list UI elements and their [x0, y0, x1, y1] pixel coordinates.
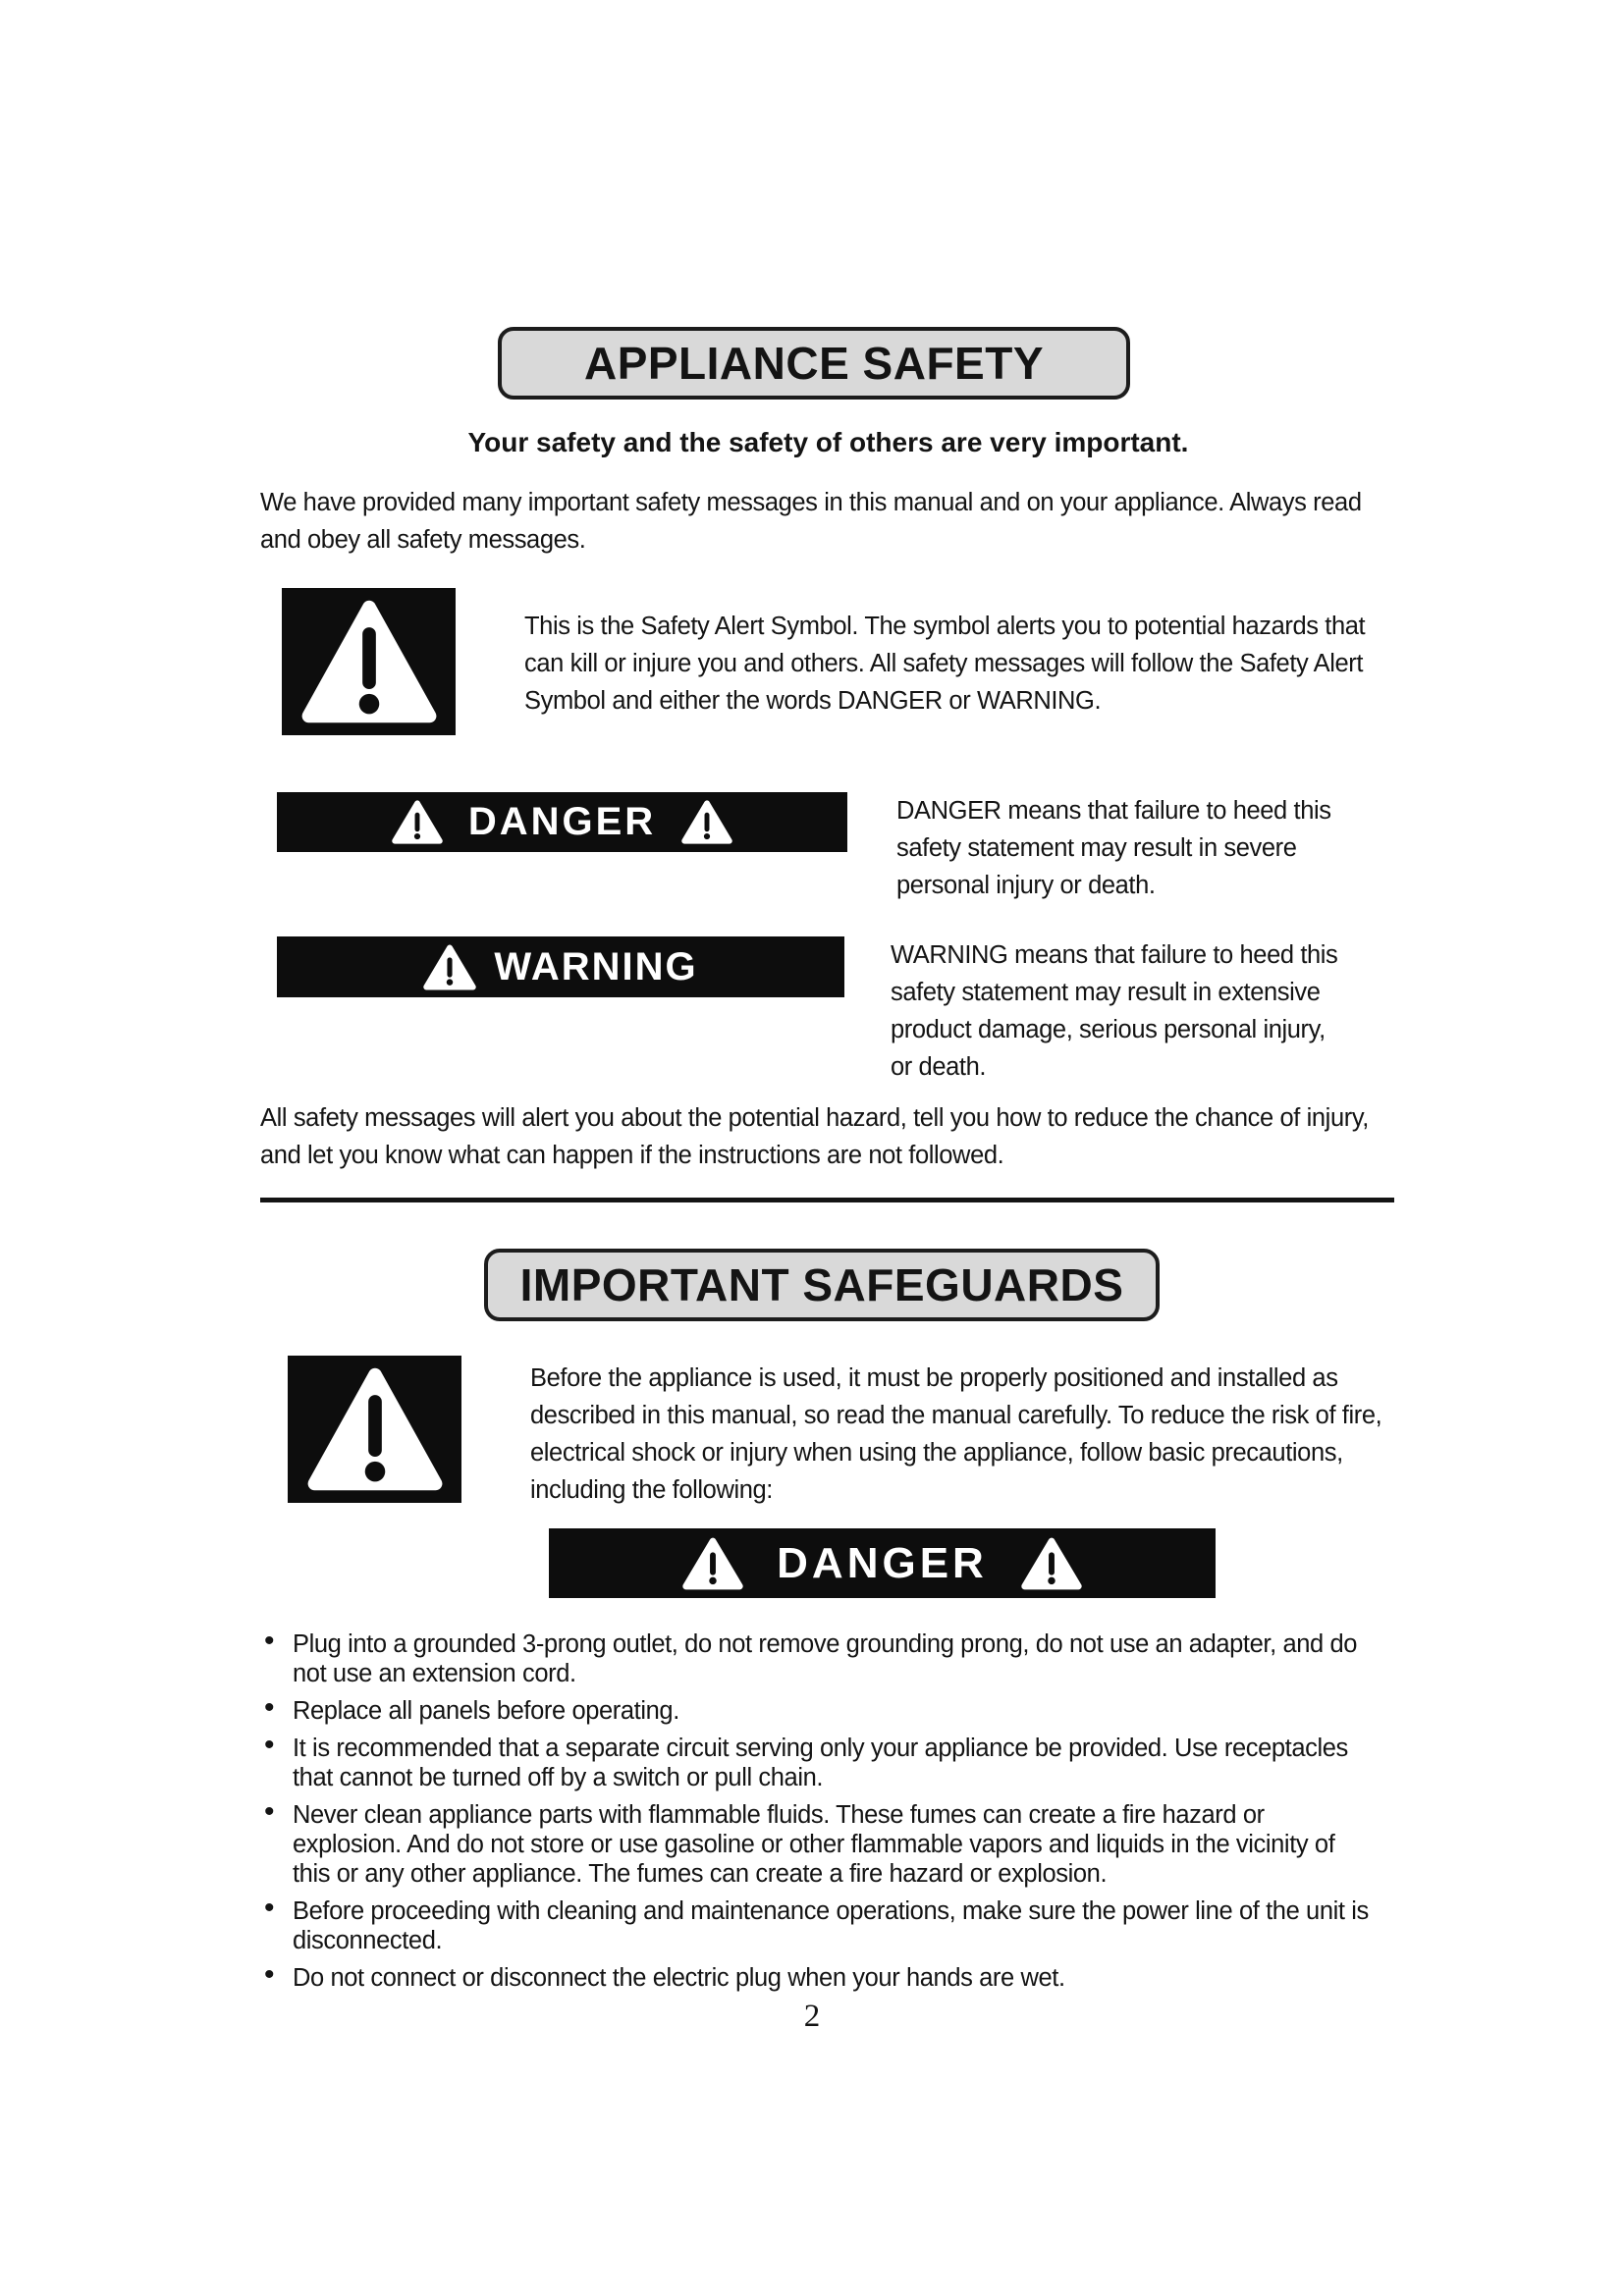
warning-definition-text: WARNING means that failure to heed this safety statement may result in extensive product damage, serious personal injury, or death.: [891, 941, 1338, 1081]
safeguard-item: • Replace all panels before operating.: [260, 1696, 1370, 1726]
warning-banner: [277, 936, 844, 997]
alert-triangle-icon: [392, 799, 443, 845]
alert-triangle-icon: [295, 598, 444, 725]
warning-label: WARNING: [494, 944, 698, 988]
safety-alert-symbol-row: [260, 588, 1396, 735]
section-title: APPLIANCE SAFETY: [583, 338, 1045, 389]
danger-label: DANGER: [777, 1538, 988, 1587]
danger-banner: [277, 792, 847, 852]
page-number: 2: [803, 1999, 821, 2034]
alert-triangle-icon: [423, 943, 476, 991]
important-safeguards-heading-box: [484, 1249, 1160, 1321]
safeguard-item: • Never clean appliance parts with flammable fluids. These fumes can create a fire hazard or explosion. And do not store or use gasoline or other flammable vapors and liquids in the vicinity of this or any other appliance. The fumes can create a fire hazard or explosion.: [260, 1800, 1370, 1889]
safeguards-list: [260, 1629, 1370, 1993]
safeguards-symbol-row: [260, 1356, 1396, 1509]
page-content: [260, 0, 1396, 2001]
alert-triangle-icon: [300, 1365, 450, 1493]
safety-alert-symbol: [282, 588, 456, 735]
safety-subtitle: Your safety and the safety of others are very important.: [467, 427, 1189, 457]
closing-paragraph: All safety messages will alert you about the potential hazard, tell you how to reduce the chance of injury, and let you know what can happen if the instructions are not followed.: [260, 1104, 1369, 1169]
safeguard-item: • It is recommended that a separate circuit serving only your appliance be provided. Use receptacles that cannot be turned off by a switch or pull chain.: [260, 1734, 1370, 1792]
alert-triangle-icon: [1021, 1536, 1082, 1591]
section-divider: [260, 1198, 1394, 1202]
safety-alert-symbol: [288, 1356, 461, 1503]
safeguard-item: • Do not connect or disconnect the electric plug when your hands are wet.: [260, 1963, 1370, 1993]
safeguard-item: • Before proceeding with cleaning and maintenance operations, make sure the power line of the unit is disconnected.: [260, 1896, 1370, 1955]
safeguards-intro-text: Before the appliance is used, it must be properly positioned and installed as described in this manual, so read the manual carefully. To reduce the risk of fire, electrical shock or injury when using the appliance, follow basic precautions, including the following:: [530, 1364, 1382, 1504]
danger-definition-text: DANGER means that failure to heed this safety statement may result in severe personal injury or death.: [896, 797, 1331, 899]
alert-triangle-icon: [681, 799, 732, 845]
safeguard-item: • Plug into a grounded 3-prong outlet, do not remove grounding prong, do not use an adapter, and do not use an extension cord.: [260, 1629, 1370, 1688]
section-title: IMPORTANT SAFEGUARDS: [519, 1259, 1124, 1310]
intro-paragraph: We have provided many important safety messages in this manual and on your appliance. Always read and obey all safety messages.: [260, 489, 1362, 554]
appliance-safety-heading-box: [498, 327, 1130, 400]
danger-definition-row: [260, 792, 1396, 904]
safety-alert-symbol-text: This is the Safety Alert Symbol. The symbol alerts you to potential hazards that can kill or injure you and others. All safety messages will follow the Safety Alert Symbol and either the words DANGER or WARNING.: [524, 613, 1366, 715]
warning-definition-row: [260, 936, 1396, 1086]
alert-triangle-icon: [682, 1536, 743, 1591]
danger-label: DANGER: [467, 800, 657, 843]
danger-banner: [549, 1528, 1216, 1598]
